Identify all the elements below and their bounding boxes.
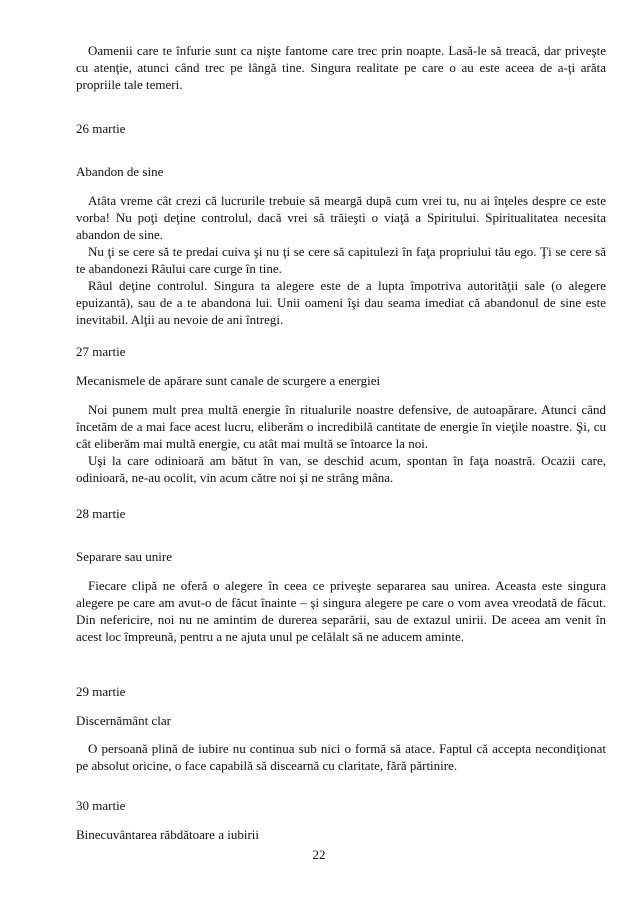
paragraph: Fiecare clipă ne oferă o alegere în ceea ce priveşte separarea sau unirea. Aceasta este singura alegere pe care am avut-o de făcut înainte – şi singura alegere pe care o vom avea vreodată de făcut. Din nefericire, noi nu ne amintim de durerea separării, sau de extazul unirii. De aceea am venit în acest loc împreună, pentru a ne ajuta unul pe celălalt să ne aducem aminte. xyxy=(76,578,606,644)
entry-title-26: Abandon de sine xyxy=(76,164,164,179)
paragraph: Nu ţi se cere să te predai cuiva şi nu ţi se cere să capitulezi în faţa propriului tău ego. Ţi se cere să te abandonezi Râului care curge în tine. xyxy=(76,244,606,276)
paragraph: Uşi la care odinioară am bătut în van, se deschid acum, spontan în faţa noastră. Ocazii care, odinioară, ne-au ocolit, vin acum către noi şi ne strâng mâna. xyxy=(76,453,606,485)
entry-title-27: Mecanismele de apărare sunt canale de scurgere a energiei xyxy=(76,373,381,388)
entry-date-28: 28 martie xyxy=(76,506,126,521)
entry-date-26: 26 martie xyxy=(76,121,126,136)
entry-title-30: Binecuvântarea răbdătoare a iubirii xyxy=(76,827,259,842)
entry-body-27 xyxy=(76,401,606,486)
paragraph: O persoană plină de iubire nu continua sub nici o formă să atace. Faptul că accepta necondiţionat pe absolut oricine, o face capabilă să discearnă cu claritate, fără părtinire. xyxy=(76,741,606,773)
entry-title-29: Discernământ clar xyxy=(76,713,171,728)
paragraph: Atâta vreme cât crezi că lucrurile trebuie să meargă după cum vrei tu, nu ai înţeles despre ce este vorba! Nu poţi deţine controlul, dacă vrei să trăieşti o viaţă a Spiritului. Spiritualitatea necesita abandon de sine. xyxy=(76,193,606,242)
paragraph: Noi punem mult prea multă energie în ritualurile noastre defensive, de autoapărare. Atunci când încetăm de a mai face acest lucru, eliberăm o incredibilă cantitate de energie în vieţile noastre. Şi, cu cât eliberăm mai multă energie, cu atât mai multă se întoarce la noi. xyxy=(76,402,606,451)
entry-body-26 xyxy=(76,192,606,328)
intro-paragraph: Oamenii care te înfurie sunt ca nişte fantome care trec prin noapte. Lasă-le să treacă, dar priveşte cu atenţie, atunci când trec pe lângă tine. Singura realitate pe care o au este aceea de a-ţi arăta propriile tale temeri. xyxy=(76,43,606,92)
paragraph: Râul deţine controlul. Singura ta alegere este de a lupta împotriva autorităţii sale (o alegere epuizantă), sau de a te abandona lui. Unii oameni îşi dau seama imediat că abandonul de sine este inevitabil. Alţii au nevoie de ani întregi. xyxy=(76,278,606,327)
entry-body-29 xyxy=(76,740,606,774)
entry-title-28: Separare sau unire xyxy=(76,549,173,564)
entry-body-28 xyxy=(76,577,606,645)
entry-date-29: 29 martie xyxy=(76,684,126,699)
entry-date-30: 30 martie xyxy=(76,798,126,813)
entry-date-27: 27 martie xyxy=(76,344,126,359)
page-number: 22 xyxy=(312,847,326,862)
